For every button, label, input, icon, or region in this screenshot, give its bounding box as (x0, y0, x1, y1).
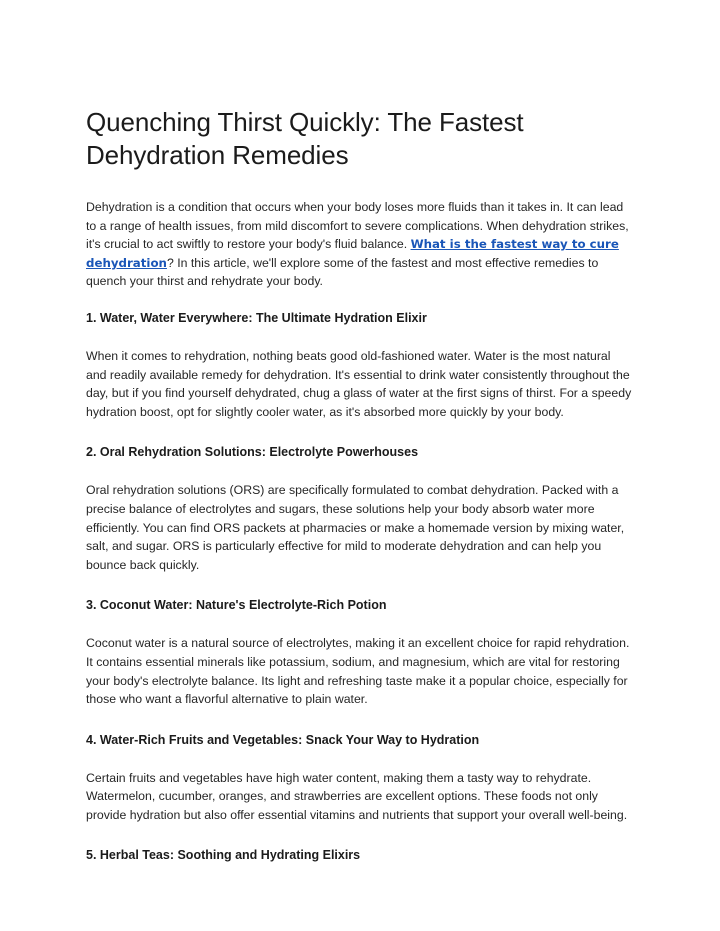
section-body-water: When it comes to rehydration, nothing beats good old-fashioned water. Water is the most natural and readily available remedy for dehydration. It's essential to drink water consistently throughout the day, but if you find yourself dehydrated, chug a glass of water at the first signs of thirst. For a speedy hydration boost, opt for slightly cooler water, as it's absorbed more quickly by your body. (86, 348, 632, 419)
intro-text-after-link: ? In this article, we'll explore some of the fastest and most effective remedies to quench your thirst and rehydrate your body. (86, 255, 599, 289)
section-heading-herbal-teas: 5. Herbal Teas: Soothing and Hydrating Elixirs (86, 848, 361, 863)
document-title: Quenching Thirst Quickly: The Fastest Dehydration Remedies (86, 107, 524, 170)
intro-paragraph (86, 198, 634, 291)
section-body-ors: Oral rehydration solutions (ORS) are specifically formulated to combat dehydration. Packed with a precise balance of electrolytes and sugars, these solutions help your body absorb water more efficiently. You can find ORS packets at pharmacies or make a homemade version by mixing water, salt, and sugar. ORS is particularly effective for mild to moderate dehydration and can help you bounce back quickly. (86, 483, 625, 572)
section-heading-fruits-vegetables: 4. Water-Rich Fruits and Vegetables: Snack Your Way to Hydration (86, 732, 480, 747)
section-heading-water: 1. Water, Water Everywhere: The Ultimate Hydration Elixir (86, 310, 427, 325)
intro-text-before-link: Dehydration is a condition that occurs when your body loses more fluids than it takes in. It can lead to a range of health issues, from mild discomfort to severe complications. When dehydration strikes, it's crucial to act swiftly to restore your body's fluid balance. (86, 200, 629, 252)
section-heading-coconut-water: 3. Coconut Water: Nature's Electrolyte-Rich Potion (86, 598, 387, 613)
section-body-fruits-vegetables: Certain fruits and vegetables have high water content, making them a tasty way to rehydrate. Watermelon, cucumber, oranges, and strawberries are excellent options. These foods not only provide hydration but also offer essential vitamins and nutrients that support your overall well-being. (86, 770, 628, 822)
section-heading-ors: 2. Oral Rehydration Solutions: Electrolyte Powerhouses (86, 445, 419, 460)
section-body-coconut-water: Coconut water is a natural source of electrolytes, making it an excellent choice for rapid rehydration. It contains essential minerals like potassium, sodium, and magnesium, which are vital for restoring your body's electrolyte balance. Its light and refreshing taste make it a popular choice, especially for those who want a flavorful alternative to plain water. (86, 636, 630, 707)
cure-dehydration-link[interactable]: What is the fastest way to cure dehydration (86, 237, 619, 270)
